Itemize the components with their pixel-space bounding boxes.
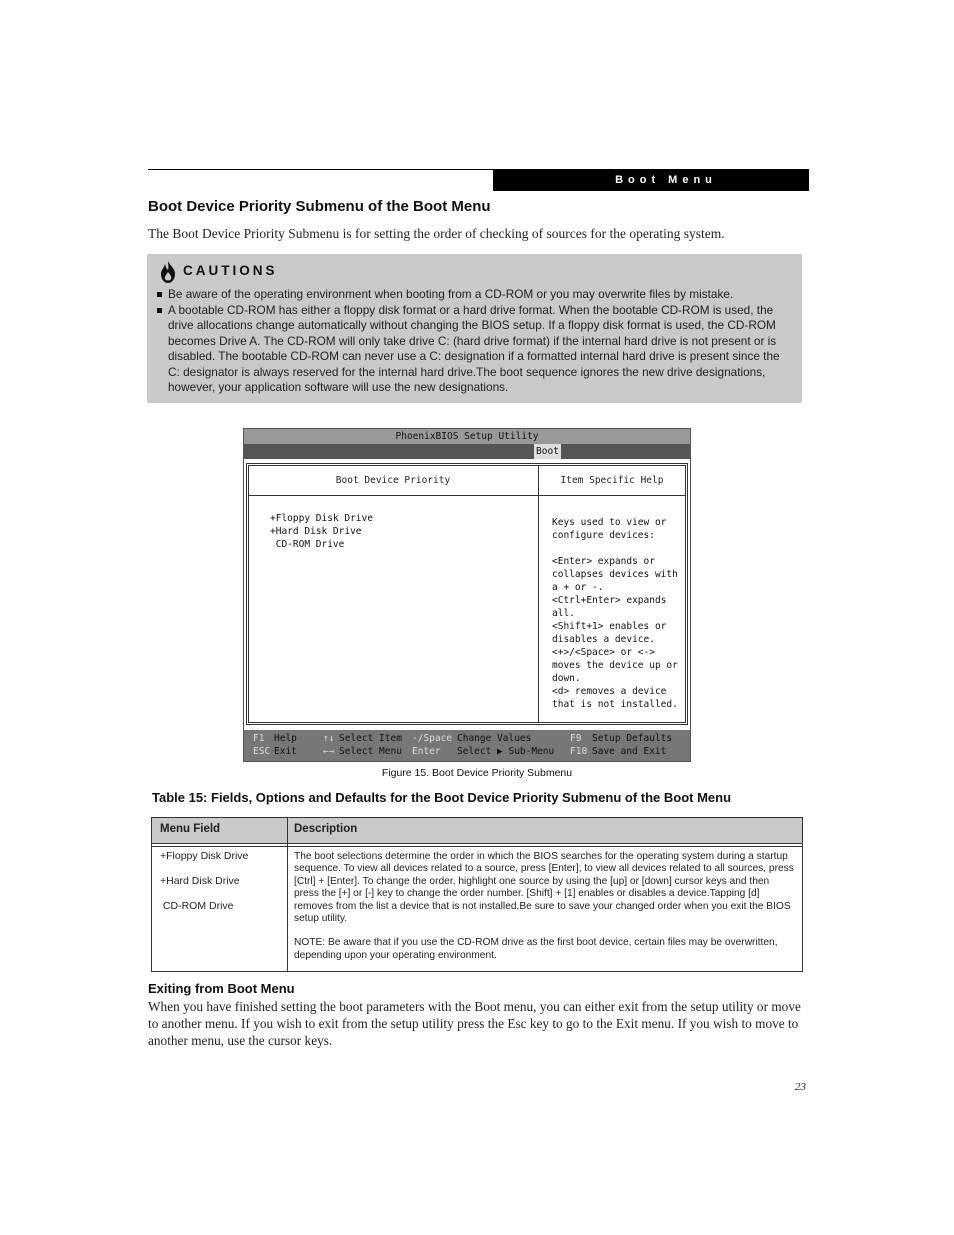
- cautions-list: [168, 287, 793, 396]
- section-header-bar: Boot Menu: [493, 169, 809, 191]
- caution-item: A bootable CD-ROM has either a floppy disk format or a hard drive format. When the bootable CD-ROM is used, the drive allocations change automatically without changing the BIOS setup. If a floppy disk format is used, the CD-ROM becomes Drive A. The CD-ROM will only take drive C: (hard drive format) if the internal hard drive is not present or is disabled. The bootable CD-ROM can never use a C: designation if a formatted internal hard drive is present since the C: designator is always reserved for the internal hard drive.The boot sequence ignores the new drive designations, however, your application software will use the new designations.: [168, 302, 780, 394]
- change-values-label: Change Values: [457, 733, 532, 744]
- table-cell-description: [294, 851, 796, 974]
- f1-label: Help: [274, 733, 297, 744]
- select-item-label: Select Item: [339, 733, 402, 744]
- item-specific-help-heading: Item Specific Help: [560, 475, 664, 486]
- help-line: <+>/<Space> or <->: [552, 647, 655, 658]
- page-number: 23: [795, 1081, 806, 1093]
- help-line: <Shift+1> enables or: [552, 621, 667, 632]
- left-right-arrows-icon: ←→: [323, 746, 335, 757]
- help-line: configure devices:: [552, 530, 655, 541]
- change-key: -/Space: [412, 733, 453, 744]
- description-text: The boot selections determine the order in which the BIOS searches for the operating system during a startup sequence. To view all devices related to a source, press [Enter]; to view all devices related to all sources, press [Ctrl] + [Enter]. To change the order, highlight one source by using the [up] or [down] cursor keys and then press the [+] or [-] key to change the order number. [Shift] + [1] enables or disables a device.Tapping [d] removes from the list a device that is not installed.Be sure to save your changed order when you exit the BIOS setup utility.: [294, 851, 794, 925]
- help-text: [552, 516, 682, 711]
- help-line: a + or -.: [552, 582, 604, 593]
- enter-key: Enter: [412, 746, 441, 757]
- table-header-divider: [152, 846, 802, 847]
- save-and-exit-label: Save and Exit: [592, 746, 667, 757]
- help-line: moves the device up or: [552, 660, 678, 671]
- fields-table: [151, 817, 803, 972]
- device-hard-disk-drive[interactable]: +Hard Disk Drive: [270, 526, 362, 537]
- up-down-arrows-icon: ↑↓: [323, 733, 335, 744]
- setup-defaults-label: Setup Defaults: [592, 733, 673, 744]
- subsection-title: Exiting from Boot Menu: [148, 981, 295, 996]
- device-floppy-disk-drive[interactable]: +Floppy Disk Drive: [270, 513, 373, 524]
- esc-label: Exit: [274, 746, 297, 757]
- cautions-box: [147, 254, 802, 403]
- tab-boot[interactable]: Boot: [534, 444, 561, 459]
- bios-menu-bar: [244, 444, 690, 459]
- section-title: Boot Device Priority Submenu of the Boot Menu: [148, 198, 491, 215]
- cautions-title: CAUTIONS: [183, 263, 278, 278]
- table-title: Table 15: Fields, Options and Defaults for the Boot Device Priority Submenu of the Boot Menu: [152, 790, 732, 805]
- help-line: that is not installed.: [552, 699, 678, 710]
- column-header-description: Description: [294, 823, 358, 835]
- bios-heading-divider: [248, 495, 686, 496]
- table-cell-field: +Floppy Disk Drive: [160, 850, 249, 862]
- column-header-menu-field: Menu Field: [160, 823, 221, 835]
- table-column-divider: [287, 818, 288, 971]
- bios-title-bar: PhoenixBIOS Setup Utility: [244, 429, 690, 444]
- exit-paragraph: When you have finished setting the boot parameters with the Boot menu, you can either exit from the setup utility or move to another menu. If you wish to exit from the setup utility press the Esc key to go to the Exit menu. If you wish to move to another menu, use the cursor keys.: [148, 999, 801, 1048]
- bios-screen: [243, 428, 691, 762]
- bios-column-divider: [538, 465, 539, 723]
- esc-key: ESC: [253, 746, 271, 757]
- help-line: all.: [552, 608, 575, 619]
- f9-key: F9: [570, 733, 582, 744]
- device-cd-rom-drive[interactable]: CD-ROM Drive: [270, 539, 345, 550]
- caution-item: Be aware of the operating environment when booting from a CD-ROM or you may overwrite files by mistake.: [168, 287, 734, 301]
- table-cell-field: +Hard Disk Drive: [160, 875, 240, 887]
- f10-key: F10: [570, 746, 588, 757]
- intro-paragraph: The Boot Device Priority Submenu is for setting the order of checking of sources for the operating system.: [148, 226, 725, 241]
- help-line: <d> removes a device: [552, 686, 667, 697]
- flame-icon: [157, 260, 179, 284]
- f1-key: F1: [253, 733, 265, 744]
- description-note: NOTE: Be aware that if you use the CD-ROM drive as the first boot device, certain files may be overwritten, depending upon your operating environment.: [294, 937, 778, 961]
- table-header-row: [152, 818, 802, 844]
- bullet-marker: [157, 308, 162, 313]
- help-line: <Enter> expands or: [552, 556, 655, 567]
- help-line: disables a device.: [552, 634, 655, 645]
- header-rule: [148, 169, 493, 170]
- boot-device-priority-heading: Boot Device Priority: [335, 475, 451, 486]
- select-submenu-label: Select ▶ Sub-Menu: [457, 746, 555, 757]
- bullet-marker: [157, 292, 162, 297]
- table-cell-field: CD-ROM Drive: [160, 900, 234, 912]
- help-line: <Ctrl+Enter> expands: [552, 595, 667, 606]
- bios-key-legend: [244, 730, 690, 761]
- help-line: collapses devices with: [552, 569, 678, 580]
- help-line: [552, 542, 682, 555]
- figure-caption: Figure 15. Boot Device Priority Submenu: [381, 767, 573, 779]
- help-line: down.: [552, 673, 581, 684]
- select-menu-label: Select Menu: [339, 746, 402, 757]
- help-line: Keys used to view or: [552, 517, 667, 528]
